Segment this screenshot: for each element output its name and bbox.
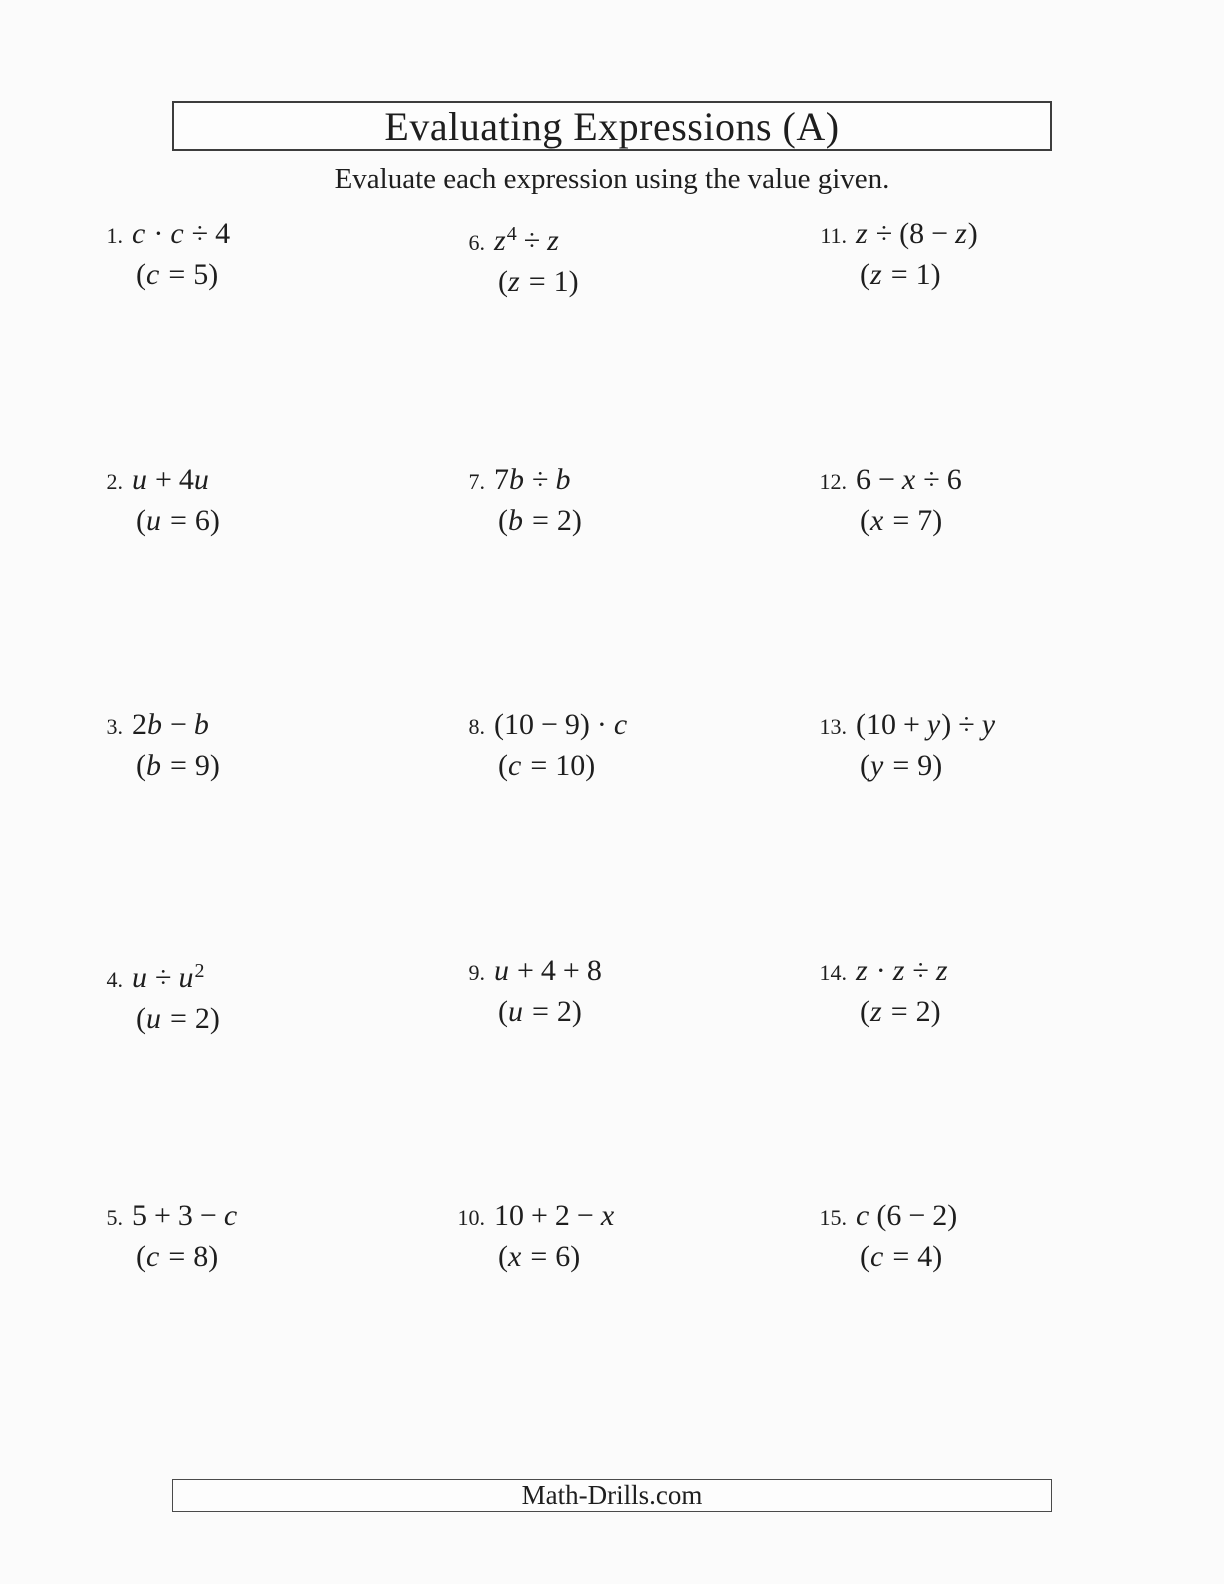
problem-number: 12.: [819, 468, 847, 494]
math-token: (: [498, 1240, 508, 1273]
math-token: u: [132, 462, 147, 496]
given-value: [860, 501, 962, 541]
problem-12: [812, 460, 1168, 706]
given-value: [136, 1237, 238, 1277]
math-token: b: [147, 708, 162, 741]
problem-number: 15.: [819, 1205, 847, 1230]
footer-site-name: Math-Drills.com: [521, 1480, 703, 1510]
problem-body: [494, 214, 579, 302]
problem-number: 14.: [819, 959, 847, 985]
problems-grid: [88, 214, 1168, 1442]
problem-number: 6.: [468, 230, 485, 255]
math-token: +: [531, 1199, 548, 1232]
math-token: 6: [946, 462, 962, 496]
problem-body: [132, 705, 220, 786]
math-token: z: [494, 224, 506, 257]
problem-8: [450, 705, 812, 951]
math-token: =: [892, 503, 910, 537]
math-token: 3: [177, 1199, 193, 1232]
problem-4: [88, 951, 450, 1197]
footer-box: [172, 1479, 1052, 1512]
math-token: x: [870, 503, 884, 537]
math-token: ÷: [191, 217, 209, 250]
math-token: (: [860, 1240, 870, 1273]
math-token: (: [498, 265, 508, 298]
math-token: u: [146, 503, 161, 537]
expression: [494, 1196, 615, 1236]
expression: [132, 951, 220, 998]
math-token: 8: [586, 953, 602, 987]
given-value: [498, 1237, 615, 1277]
math-token: =: [170, 1001, 187, 1035]
math-token: ): [568, 265, 579, 298]
math-token: =: [528, 265, 546, 298]
math-token: b: [509, 462, 524, 496]
math-token: (: [498, 994, 508, 1028]
math-token: (10: [494, 708, 534, 741]
math-token: +: [562, 953, 580, 987]
problem-body: [856, 1196, 957, 1277]
math-token: 4: [917, 1240, 933, 1273]
problem-11: [812, 214, 1168, 460]
math-token: =: [530, 749, 548, 782]
math-token: c: [146, 258, 160, 291]
problem-body: [494, 1196, 615, 1277]
math-token: b: [508, 503, 523, 537]
given-value: [860, 746, 996, 786]
problem-body: [494, 705, 628, 786]
math-token: (: [136, 1240, 146, 1273]
problem-body: [856, 214, 978, 295]
problem-1: [88, 214, 450, 460]
math-token: +: [155, 462, 172, 496]
problem-number: 13.: [819, 714, 847, 739]
math-token: 2: [915, 994, 931, 1028]
math-token: z: [547, 224, 559, 257]
math-token: 2: [932, 1199, 948, 1232]
math-token: y: [981, 708, 996, 741]
given-value: [136, 746, 220, 786]
math-token: c: [132, 217, 146, 250]
math-token: u: [494, 953, 509, 987]
math-token: ·: [875, 953, 886, 987]
given-value: [498, 746, 628, 786]
math-token: −: [878, 462, 895, 496]
math-token: 2: [132, 708, 147, 741]
expression: [494, 460, 582, 500]
math-token: (6: [876, 1199, 902, 1232]
math-token: ): [932, 749, 943, 782]
problem-7: [450, 460, 812, 706]
problem-number: 2.: [106, 468, 123, 494]
math-token: z: [870, 258, 882, 291]
page-title: Evaluating Expressions (A): [384, 103, 840, 149]
math-token: ): [967, 217, 978, 250]
expression: [856, 1196, 957, 1236]
math-token: ): [208, 258, 219, 291]
problem-number: 11.: [820, 223, 847, 248]
problem-number: 4.: [106, 966, 123, 992]
problem-2: [88, 460, 450, 706]
math-token: ): [570, 1240, 581, 1273]
problem-13: [812, 705, 1168, 951]
problem-number: 5.: [106, 1205, 123, 1230]
math-token: =: [170, 503, 187, 537]
math-token: −: [908, 1199, 926, 1232]
math-token: ): [209, 503, 220, 537]
math-token: c: [856, 1199, 870, 1232]
math-token: 6: [856, 462, 871, 496]
math-token: (: [860, 258, 870, 291]
math-token: u: [146, 1001, 161, 1035]
math-token: y: [870, 749, 884, 782]
problem-body: [856, 951, 949, 1032]
expression: [856, 705, 996, 745]
given-value: [136, 501, 220, 541]
math-token: ): [932, 503, 943, 537]
problem-number: 8.: [468, 714, 485, 739]
math-token: c: [870, 1240, 884, 1273]
math-token: (: [136, 749, 146, 782]
math-token: b: [193, 708, 209, 741]
math-token: 1: [553, 265, 569, 298]
expression: [856, 951, 949, 991]
math-token: 7: [494, 462, 509, 496]
math-token: ·: [596, 708, 607, 741]
math-token: c: [146, 1240, 160, 1273]
math-token: z: [856, 953, 868, 987]
math-token: (: [860, 503, 870, 537]
math-token: ): [932, 1240, 943, 1273]
math-token: 2: [194, 1001, 210, 1035]
math-token: (: [498, 749, 508, 782]
math-token: (: [136, 258, 146, 291]
math-token: =: [530, 1240, 548, 1273]
worksheet-title-box: [172, 101, 1052, 151]
math-token: ): [209, 749, 220, 782]
math-token: ·: [153, 217, 164, 250]
math-token: c: [170, 217, 184, 250]
math-token: ): [585, 749, 596, 782]
problem-number: 10.: [457, 1205, 485, 1230]
math-token: ): [571, 994, 582, 1028]
math-token: −: [931, 217, 949, 250]
math-token: z: [870, 994, 882, 1028]
given-value: [136, 255, 230, 295]
problem-body: [132, 1196, 238, 1277]
math-token: =: [892, 1240, 910, 1273]
expression: [856, 214, 978, 254]
math-token: u: [132, 960, 147, 994]
math-token: −: [199, 1199, 217, 1232]
math-token: 10: [494, 1199, 524, 1232]
math-token: 4: [506, 223, 517, 245]
math-token: ): [930, 994, 941, 1028]
math-token: ): [209, 1001, 220, 1035]
math-token: −: [576, 1199, 594, 1232]
given-value: [860, 1237, 957, 1277]
math-token: ÷: [523, 224, 541, 257]
math-token: =: [168, 1240, 186, 1273]
expression: [132, 460, 220, 500]
math-token: x: [901, 462, 916, 496]
problem-3: [88, 705, 450, 951]
math-token: 8: [193, 1240, 209, 1273]
problem-body: [132, 460, 220, 541]
problem-body: [494, 951, 602, 1032]
problem-number: 7.: [468, 468, 485, 494]
given-value: [860, 255, 978, 295]
math-token: =: [168, 258, 186, 291]
problem-number: 3.: [106, 714, 123, 739]
math-token: ÷: [155, 960, 172, 994]
math-token: x: [508, 1240, 522, 1273]
math-token: (: [498, 503, 508, 537]
problem-body: [856, 460, 962, 541]
math-token: (: [860, 994, 870, 1028]
math-token: 2: [556, 503, 572, 537]
math-token: z: [955, 217, 967, 250]
problem-number: 9.: [468, 959, 485, 985]
math-token: (10: [856, 708, 896, 741]
math-token: 9: [194, 749, 210, 782]
math-token: −: [541, 708, 558, 741]
math-token: =: [170, 749, 187, 782]
given-value: [498, 262, 579, 302]
math-token: ÷: [912, 953, 929, 987]
instructions-text: Evaluate each expression using the value given.: [334, 163, 890, 195]
math-token: +: [903, 708, 920, 741]
math-token: u: [193, 462, 209, 496]
math-token: ): [941, 708, 952, 741]
math-token: 2: [194, 959, 205, 982]
math-token: 10: [555, 749, 586, 782]
math-token: u: [508, 994, 523, 1028]
expression: [494, 951, 602, 991]
math-token: 6: [555, 1240, 571, 1273]
math-token: b: [146, 749, 161, 782]
math-token: =: [532, 994, 549, 1028]
math-token: −: [170, 708, 187, 741]
math-token: +: [517, 953, 534, 987]
math-token: 6: [194, 503, 210, 537]
math-token: 9: [917, 749, 933, 782]
problem-14: [812, 951, 1168, 1197]
expression: [856, 460, 962, 500]
math-token: ÷: [875, 217, 893, 250]
math-token: (: [860, 749, 870, 782]
math-token: ): [930, 258, 941, 291]
math-token: c: [223, 1199, 238, 1232]
expression: [494, 705, 628, 745]
problem-body: [856, 705, 996, 786]
math-token: (: [136, 503, 146, 537]
problem-number: 1.: [106, 223, 123, 248]
problem-6: [450, 214, 812, 460]
math-token: 4: [540, 953, 556, 987]
problem-9: [450, 951, 812, 1197]
math-token: ): [571, 503, 582, 537]
math-token: x: [600, 1199, 615, 1232]
math-token: ÷: [923, 462, 940, 496]
math-token: =: [890, 258, 908, 291]
math-token: z: [508, 265, 520, 298]
math-token: 4: [215, 217, 231, 250]
math-token: 4: [178, 462, 194, 496]
given-value: [498, 501, 582, 541]
math-token: z: [935, 953, 948, 987]
problem-10: [450, 1196, 812, 1442]
math-token: =: [890, 994, 908, 1028]
expression: [132, 214, 230, 254]
math-token: 1: [915, 258, 931, 291]
math-token: =: [532, 503, 549, 537]
problem-body: [494, 460, 582, 541]
math-token: (: [136, 1001, 146, 1035]
math-token: z: [856, 217, 868, 250]
math-token: 5: [132, 1199, 147, 1232]
expression: [132, 705, 220, 745]
math-token: ÷: [958, 708, 975, 741]
problem-body: [132, 214, 230, 295]
math-token: ): [947, 1199, 958, 1232]
math-token: ): [208, 1240, 219, 1273]
given-value: [860, 992, 949, 1032]
math-token: (8: [899, 217, 925, 250]
math-token: 5: [193, 258, 209, 291]
problem-5: [88, 1196, 450, 1442]
math-token: =: [892, 749, 910, 782]
math-token: y: [926, 708, 941, 741]
expression: [494, 214, 579, 261]
expression: [132, 1196, 238, 1236]
math-token: c: [613, 708, 628, 741]
math-token: c: [508, 749, 522, 782]
math-token: 2: [556, 994, 572, 1028]
math-token: 2: [554, 1199, 570, 1232]
math-token: u: [178, 960, 194, 994]
math-token: z: [892, 953, 905, 987]
given-value: [136, 999, 220, 1039]
math-token: b: [555, 462, 571, 496]
math-token: 9): [564, 708, 590, 741]
problem-body: [132, 951, 220, 1039]
given-value: [498, 992, 602, 1032]
math-token: ÷: [532, 462, 549, 496]
math-token: 7: [917, 503, 933, 537]
math-token: +: [154, 1199, 171, 1232]
problem-15: [812, 1196, 1168, 1442]
